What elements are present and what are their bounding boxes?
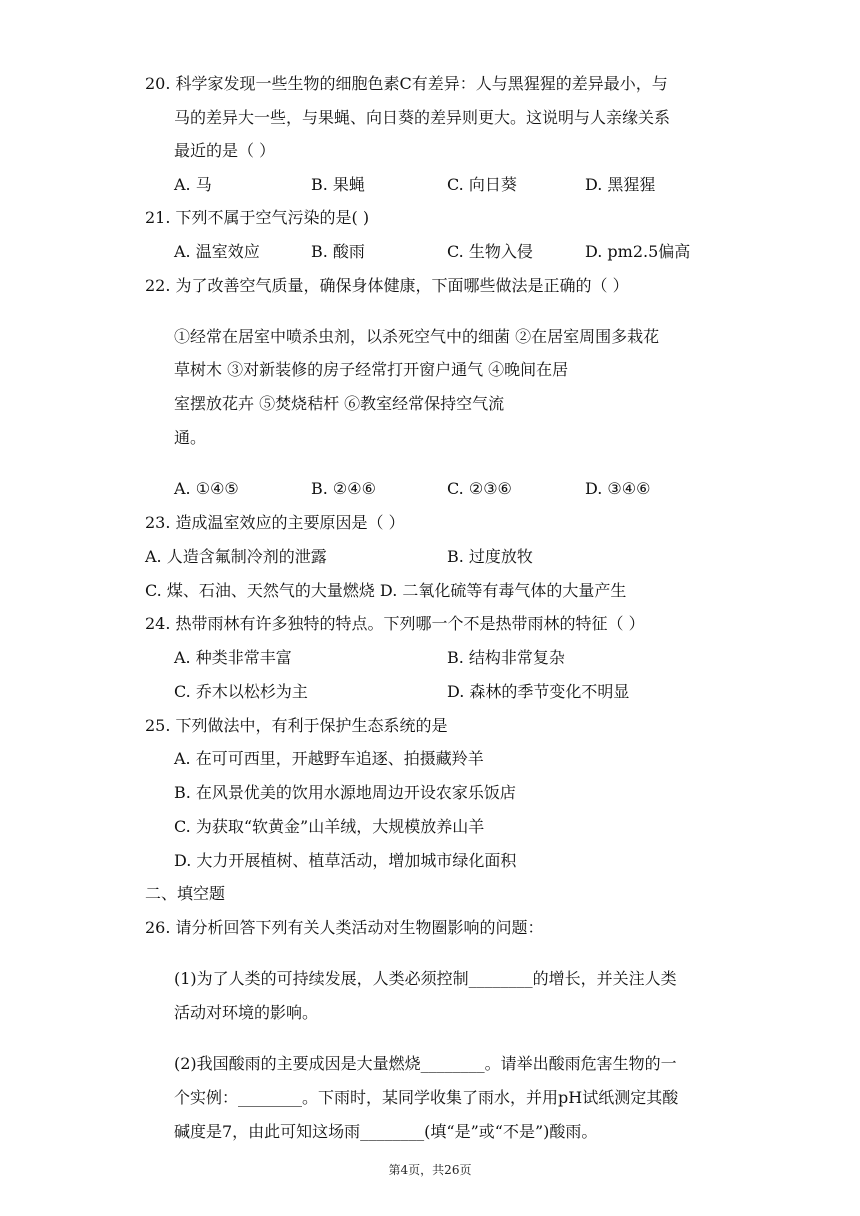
q25-stem: 25. 下列做法中，有利于保护生态系统的是 <box>145 716 448 735</box>
q23-option-c-d: C. 煤、石油、天然气的大量燃烧 D. 二氧化硫等有毒气体的大量产生 <box>145 581 627 600</box>
q20-option-d: D. 黑猩猩 <box>585 175 656 194</box>
q24-stem: 24. 热带雨林有许多独特的特点。下列哪一个不是热带雨林的特征（ ） <box>145 614 645 633</box>
q22-statement-line-1: ①经常在居室中喷杀虫剂，以杀死空气中的细菌 ②在居室周围多栽花 <box>174 327 660 346</box>
q21-option-a: A. 温室效应 <box>174 242 260 261</box>
q21-option-b: B. 酸雨 <box>311 242 365 261</box>
q25-option-c: C. 为获取“软黄金”山羊绒，大规模放养山羊 <box>174 817 485 836</box>
q22-option-b: B. ②④⑥ <box>311 479 376 498</box>
q20-stem-line-1: 20. 科学家发现一些生物的细胞色素C有差异：人与黑猩猩的差异最小，与 <box>145 74 668 93</box>
q23-stem: 23. 造成温室效应的主要原因是（ ） <box>145 513 405 532</box>
q20-stem-line-3: 最近的是（ ） <box>174 141 276 160</box>
q24-option-b: B. 结构非常复杂 <box>447 648 565 667</box>
q21-option-d: D. pm2.5偏高 <box>585 242 691 261</box>
q23-option-a: A. 人造含氟制冷剂的泄露 <box>145 547 327 566</box>
q20-option-b: B. 果蝇 <box>311 175 365 194</box>
q24-option-c: C. 乔木以松杉为主 <box>174 682 308 701</box>
q21-option-c: C. 生物入侵 <box>447 242 533 261</box>
q22-statement-line-3: 室摆放花卉 ⑤焚烧秸杆 ⑥教室经常保持空气流 <box>174 394 505 413</box>
q26-part2-line-1: (2)我国酸雨的主要成因是大量燃烧________。请举出酸雨危害生物的一 <box>174 1054 677 1073</box>
q20-stem-line-2: 马的差异大一些，与果蝇、向日葵的差异则更大。这说明与人亲缘关系 <box>174 108 671 127</box>
q22-option-c: C. ②③⑥ <box>447 479 512 498</box>
q22-statement-line-2: 草树木 ③对新装修的房子经常打开窗户通气 ④晚间在居 <box>174 360 569 379</box>
q22-option-d: D. ③④⑥ <box>585 479 651 498</box>
page-number-footer: 第4页，共26页 <box>388 1163 472 1177</box>
q22-stem: 22. 为了改善空气质量，确保身体健康，下面哪些做法是正确的（ ） <box>145 276 629 295</box>
q20-option-a: A. 马 <box>174 175 212 194</box>
q25-option-b: B. 在风景优美的饮用水源地周边开设农家乐饭店 <box>174 783 516 802</box>
q25-option-d: D. 大力开展植树、植草活动，增加城市绿化面积 <box>174 851 517 870</box>
q26-stem: 26. 请分析回答下列有关人类活动对生物圈影响的问题： <box>145 918 544 937</box>
q22-option-a: A. ①④⑤ <box>174 479 239 498</box>
q24-option-a: A. 种类非常丰富 <box>174 648 292 667</box>
q22-statement-line-4: 通。 <box>174 428 207 447</box>
q26-part2-line-2: 个实例：________。下雨时，某同学收集了雨水，并用pH试纸测定其酸 <box>174 1088 679 1107</box>
q26-part1-line-2: 活动对环境的影响。 <box>174 1003 319 1022</box>
q20-option-c: C. 向日葵 <box>447 175 517 194</box>
q26-part2-line-3: 碱度是7，由此可知这场雨________(填“是”或“不是”)酸雨。 <box>174 1122 598 1141</box>
q24-option-d: D. 森林的季节变化不明显 <box>447 682 630 701</box>
q25-option-a: A. 在可可西里，开越野车追逐、拍摄藏羚羊 <box>174 749 484 768</box>
section-heading-fill-in: 二、填空题 <box>145 884 226 903</box>
q23-option-b: B. 过度放牧 <box>447 547 533 566</box>
q26-part1-line-1: (1)为了人类的可持续发展，人类必须控制________的增长，并关注人类 <box>174 969 677 988</box>
q21-stem: 21. 下列不属于空气污染的是( ) <box>145 208 370 227</box>
